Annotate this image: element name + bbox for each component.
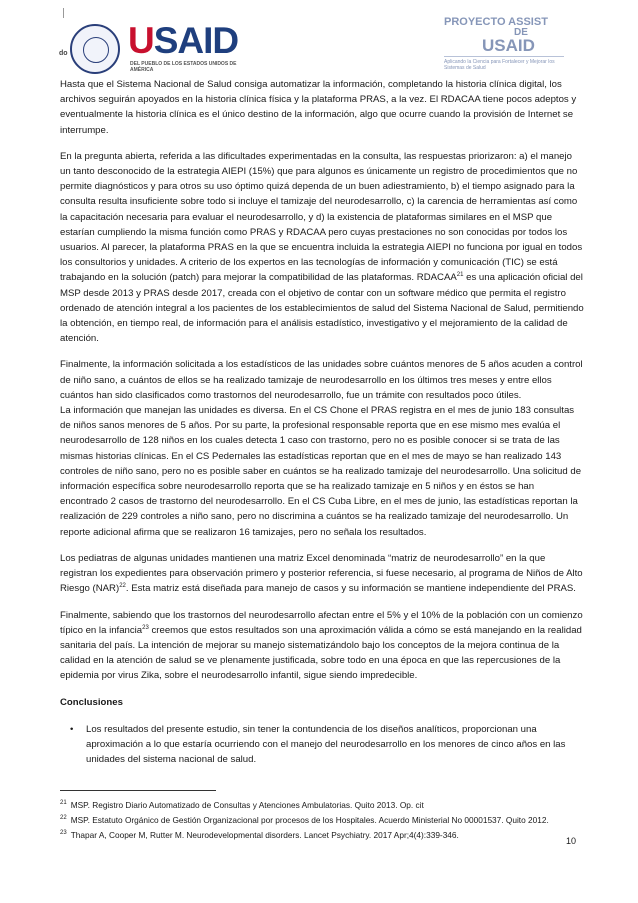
- usaid-seal-logo: [70, 24, 120, 74]
- paragraph-3-text-b: La información que manejan las unidades es diversa. En el CS Chone el PRAS registra en el mes de junio 183 consultas de niños sanos menores de 5 años. Por su parte, la profesional responsable reporta que en ese mismo mes evalúa el neurodesarrollo de 128 niños en los cuales detecta 1 caso con trastorno, pero no es posible conocer si se trata de las mismas historias clínicas. En el CS Pedernales las estadísticas reportan que en el mes de mayo se han realizado 143 controles de niño sano, pero no es posible saber en cuántos se ha realizado tamizaje del neurodesarrollo. Una solicitud de información específica sobre neurodesarrollo reporta que se ha realizado tamizaje en 5 niños y en éstos se han encontrado 2 casos de trastorno del neurodesarrollo. En el CS Cuba Libre, en el mes de junio, las estadísticas reportan la realización de 229 controles a niño sano, pero no discrimina a cuántos se ha realizado tamizaje del neurodesarrollo. Un reporte adicional afirma que se realizaron 16 tamizajes, pero no señala los resultados.: [60, 405, 582, 538]
- paragraph-2-text-b: es una aplicación oficial del MSP desde 2013 y PRAS desde 2017, creada con el objetivo de contar con un software médico que permita el registro ordenado de atención integral a los pacientes de los establecimientos de salud del Sistema Nacional de Salud, permitiendo la obtención, en tiempo real, de información para el análisis estadístico, investigativo y el mejoramiento de la calidad de atención.: [60, 272, 584, 345]
- header-left-fragment: do: [59, 50, 68, 57]
- footnote-number: 22: [60, 815, 67, 822]
- paragraph-3: [60, 357, 584, 539]
- paragraph-2: [60, 149, 584, 347]
- footnote-text: Thapar A, Cooper M, Rutter M. Neurodevelopmental disorders. Lancet Psychiatry. 2017 Apr;4(4):339-346.: [70, 830, 459, 840]
- proyecto-assist-logo: [444, 16, 594, 78]
- footnote-23: [60, 828, 590, 843]
- document-body: [60, 77, 584, 767]
- footnote-separator: [60, 790, 216, 791]
- footnote-ref-23[interactable]: 23: [142, 624, 149, 631]
- paragraph-2-text-a: En la pregunta abierta, referida a las dificultades experimentadas en la consulta, las respuestas priorizaron: a) el manejo un tanto desconocido de la estrategia AIEPI (15%) que para algunos es únicamente un registro de procedimientos que no permite diagnósticos y para otros su uso óptimo quizá dependa de un buen adiestramiento, b) el tiempo asignado para la consulta resulta insuficiente sobre todo si incluye el tamizaje del neurodesarrollo, c) la carencia de herramientas así como la capacitación necesaria para evaluar el neurodesarrollo, y d) la existencia de plataformas similares en el MSP que estarían cumpliendo la misma función como PRAS y RDACAA pero cuyas prestaciones no son conocidas por todos los usuarios. Al parecer, la plataforma PRAS en la que se encuentra incluida la estrategia AIEPI no funciona por igual en todos los consultorios y unidades. A criterio de los expertos en las tecnologías de información y comunicación (TIC) se está trabajando en la solución (patch) para mejorar la compatibilidad de las plataformas. RDACAA: [60, 150, 583, 284]
- usaid-logo: USAID: [128, 20, 239, 61]
- paragraph-4: [60, 551, 584, 597]
- conclusions-list: [60, 722, 584, 768]
- footnote-ref-22[interactable]: 22: [119, 583, 126, 590]
- paragraph-3-text-a: Finalmente, la información solicitada a los estadísticos de las unidades sobre cuántos menores de 5 años acuden a control de niño sano, a cuántos de ellos se ha realizado tamizaje de neurodesarrollo en los últimos tres meses y entre ellos cuántos han sido clasificados como trastornos del neurodesarrollo, fue un trámite con resultados poco útiles.: [60, 359, 583, 401]
- paragraph-1-text: Hasta que el Sistema Nacional de Salud consiga automatizar la información, completando la historia clínica digital, los archivos seguirán apoyados en la historia clínica física y la plataforma PRAS, a la vez. El RDACAA tiene pocos adeptos y eventualmente la historia clínica es el único destino de la información, algo que ocurre cuando la provisión de Internet se interrumpe.: [60, 79, 577, 136]
- footnote-number: 21: [60, 800, 67, 807]
- paragraph-5-text-b: creemos que estos resultados son una aproximación válida a cómo se está manejando en la realidad sanitaria del país. La intención de mejorar su manejo sistematizándolo bajo los conceptos de la mejora continua de la calidad en la atención de salud se ve plenamente justificada, sobre todo en una época en que las repercusiones de la epidemia por virus Zika, sobre el neurodesarrollo infantil, sigue siendo impredecible.: [60, 624, 582, 682]
- footnotes: [60, 798, 590, 843]
- list-item: • Los resultados del presente estudio, sin tener la contundencia de los diseños analíticos, proporcionan una aproximación a lo que estaría ocurriendo con el manejo del neurodesarrollo en los menores de cinco años en las unidades del sistema nacional de salud.: [60, 722, 584, 768]
- footnote-text: MSP. Registro Diario Automatizado de Consultas y Atenciones Ambulatorias. Quito 2013. Op. cit: [70, 800, 424, 810]
- footnote-number: 23: [60, 830, 67, 837]
- footnote-21: [60, 798, 590, 813]
- page-number: 10: [566, 836, 577, 846]
- paragraph-1: [60, 77, 584, 138]
- paragraph-4-text-b: . Esta matriz está diseñada para manejo de casos y su información se mantiene independiente del PRAS.: [125, 583, 576, 595]
- page-header: [58, 6, 598, 78]
- footnote-22: [60, 813, 590, 828]
- assist-logo-title: PROYECTO ASSIST: [444, 16, 548, 28]
- footnote-text: MSP. Estatuto Orgánico de Gestión Organizacional por procesos de los Hospitales. Acuerdo Ministerial No 00001537. Quito 2012.: [70, 815, 549, 825]
- assist-logo-de: DE: [514, 27, 528, 38]
- assist-logo-divider: [444, 56, 564, 57]
- header-tick: [63, 8, 64, 18]
- conclusions-heading: Conclusiones: [60, 696, 123, 708]
- assist-logo-subtitle: Aplicando la Ciencia para Fortalecer y Mejorar los Sistemas de Salud: [444, 59, 555, 71]
- usaid-logo-subtitle: DEL PUEBLO DE LOS ESTADOS UNIDOS DE AMÉRICA: [130, 61, 237, 73]
- assist-logo-usaid: USAID: [482, 36, 535, 55]
- footnote-ref-21[interactable]: 21: [456, 272, 464, 279]
- paragraph-5: [60, 608, 584, 684]
- paragraph-4-text-a: Los pediatras de algunas unidades mantienen una matriz Excel denominada “matriz de neurodesarrollo” en la que registran los expedientes para observación primero y posterior referencia, si fuese necesario, al programa de Niños de Alto Riesgo (NAR): [60, 552, 583, 595]
- paragraph-5-text-a: Finalmente, sabiendo que los trastornos del neurodesarrollo afectan entre el 5% y el 10% de la población con un comienzo típico en la infancia: [60, 609, 583, 636]
